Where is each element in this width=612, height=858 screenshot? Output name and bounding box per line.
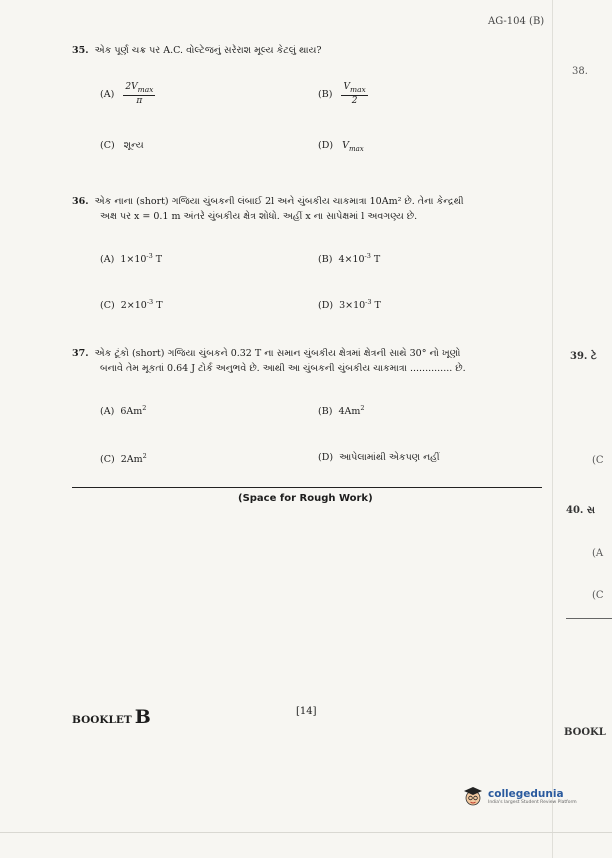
rough-work-label: (Space for Rough Work): [238, 493, 373, 504]
brand-name: collegedunia: [488, 787, 564, 800]
option-d: [318, 140, 364, 153]
question-text-line2: અક્ષ પર x = 0.1 m અંતરે ચુંબકીય ક્ષેત્ર શોધો. અહીં x ના સાપેક્ષમાં l અવગણ્ય છે.: [100, 211, 418, 222]
booklet-label: [72, 706, 151, 728]
option-label: (D): [318, 140, 334, 151]
option-label: (A): [100, 254, 115, 266]
numerator-subscript: max: [349, 84, 366, 94]
option-label: (C): [100, 300, 115, 312]
graduate-icon: [462, 785, 484, 807]
side-option-a: (A: [592, 548, 604, 559]
option-a: [100, 82, 155, 107]
option-value: 4Am: [338, 406, 361, 418]
brand-tagline: India's largest Student Review Platform: [488, 799, 577, 805]
collegedunia-watermark: [462, 785, 577, 807]
question-number: 35.: [72, 45, 89, 56]
side-booklet: BOOKL: [564, 727, 606, 738]
option-value: 6Am: [120, 406, 143, 418]
option-label: (A): [100, 406, 115, 418]
numerator: V: [343, 82, 350, 92]
page-fold-line: [552, 0, 553, 858]
numerator-subscript: max: [137, 84, 154, 94]
option-value: 4×10: [338, 254, 365, 266]
option-exponent: 2: [142, 404, 147, 412]
option-unit: T: [152, 254, 163, 266]
side-q39: 39. ટે: [570, 351, 597, 362]
denominator: π: [136, 95, 143, 106]
option-exponent: 2: [360, 404, 365, 412]
option-exponent: -3: [146, 298, 154, 306]
booklet-text: BOOKLET: [72, 714, 132, 726]
option-value: 2×10: [120, 300, 147, 312]
side-rule: [566, 618, 612, 619]
option-exponent: 2: [142, 452, 147, 460]
option-unit: T: [370, 254, 381, 266]
option-unit: T: [371, 300, 381, 312]
option-b: [318, 252, 380, 265]
fraction: [341, 82, 367, 107]
page-number: [14]: [296, 706, 317, 717]
option-label: (B): [318, 254, 333, 266]
numerator: 2V: [125, 82, 138, 92]
question-text: એક પૂર્ણ ચક્ર પર A.C. વોલ્ટેજનું સરેરાશ મૂલ્ય કેટલું થાય?: [94, 45, 322, 56]
option-value: 2Am: [120, 454, 143, 466]
question-35: [72, 43, 321, 58]
option-exponent: -3: [146, 252, 153, 260]
question-number: 37.: [72, 348, 89, 359]
option-label: (A): [100, 88, 115, 100]
option-b: [318, 82, 368, 107]
question-number: 36.: [72, 196, 89, 207]
option-text: શૂન્ય: [123, 140, 144, 151]
option-value: 1×10: [120, 254, 147, 266]
fraction: [123, 82, 155, 107]
question-text-line1: એક ટૂંકો (short) ગજિયા ચુંબકને 0.32 T ના સમાન ચુંબકીય ક્ષેત્રમાં ક્ષેત્રની સાથે 30° નો ખૂણો: [94, 348, 461, 359]
option-d: [318, 298, 381, 311]
denominator: 2: [351, 95, 358, 106]
booklet-letter: B: [134, 706, 151, 728]
question-37: [72, 346, 542, 376]
side-q38: 38.: [572, 66, 588, 77]
option-text: આપેલામાંથી એકપણ નહીં: [339, 452, 440, 463]
option-exponent: -3: [365, 298, 372, 306]
option-label: (C): [100, 454, 115, 466]
side-option-c: (C: [592, 455, 604, 466]
side-q40: 40. સ: [566, 505, 595, 516]
option-value: 3×10: [339, 300, 366, 312]
option-a: [100, 252, 162, 265]
option-label: (D): [318, 300, 334, 312]
option-a: [100, 404, 146, 417]
option-c: [100, 140, 144, 151]
option-b: [318, 404, 365, 417]
option-text: V: [342, 140, 349, 151]
paper-code: AG-104 (B): [488, 16, 545, 27]
option-subscript: max: [348, 144, 364, 153]
side-option-c2: (C: [592, 590, 604, 601]
option-label: (B): [318, 406, 333, 418]
rough-work-divider: [72, 487, 542, 488]
option-d: [318, 452, 440, 463]
page-bottom-edge: [0, 832, 612, 833]
question-text-line1: એક નાના (short) ગજિયા ચુંબકની લંબાઈ 2l અને ચુંબકીય ચાકમાત્રા 10Am² છે. તેના કેન્દ્રથી: [94, 196, 464, 207]
option-label: (D): [318, 452, 334, 463]
option-label: (C): [100, 140, 115, 151]
option-c: [100, 298, 163, 311]
option-c: [100, 452, 147, 465]
question-text-line2: બનાવે તેમ મૂકતાં 0.64 J ટોર્ક અનુભવે છે. આથી આ ચુંબકની ચુંબકીય ચાકમાત્રા .............. છે.: [100, 363, 466, 374]
option-exponent: -3: [364, 252, 371, 260]
option-unit: T: [153, 300, 163, 312]
question-36: [72, 194, 542, 224]
option-label: (B): [318, 88, 333, 100]
